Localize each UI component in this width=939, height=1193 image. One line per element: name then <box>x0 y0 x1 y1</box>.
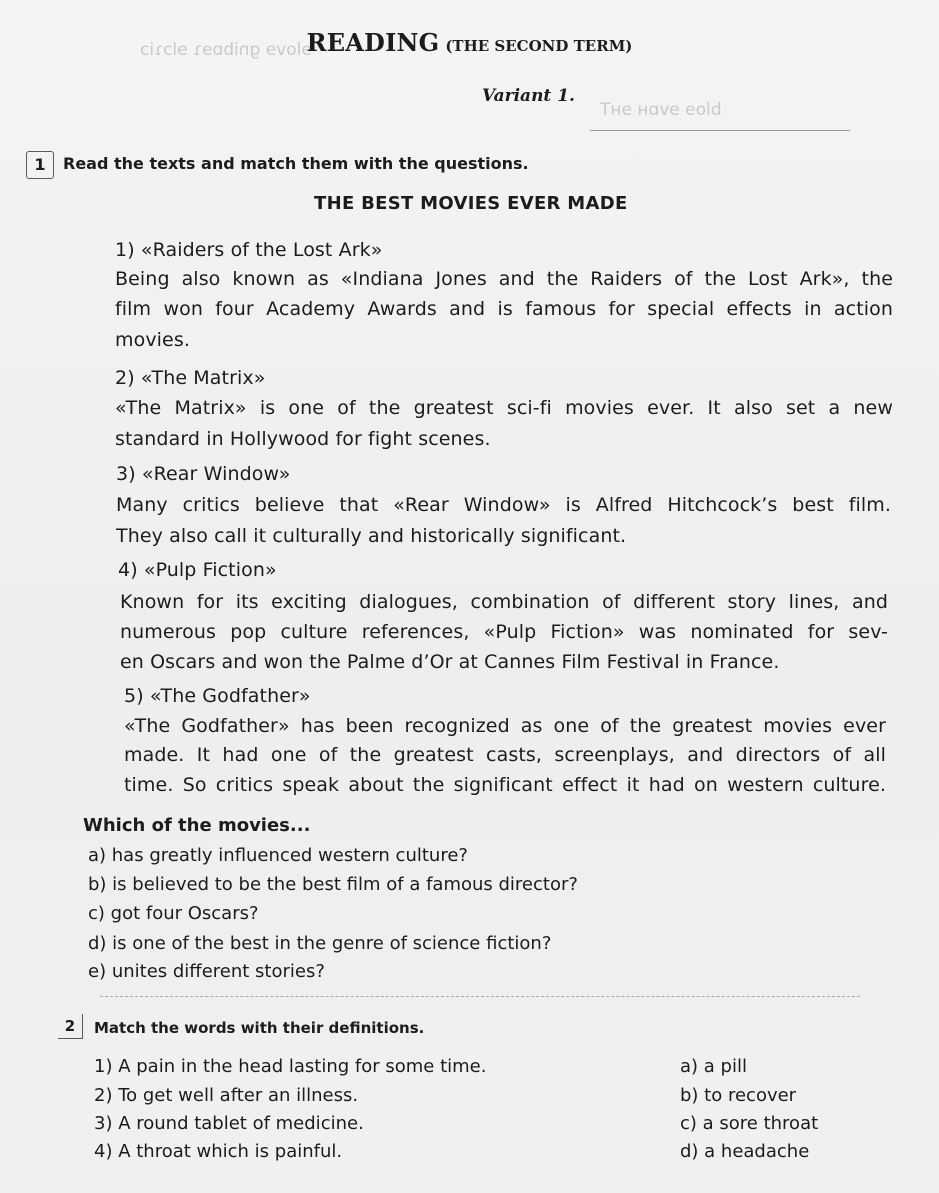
task-number-1: 1 <box>26 151 54 179</box>
show-through-text: bloɘ ɘvɒʜ ɘʜT <box>600 100 722 120</box>
question-item: a) has greatly influenced western culture? <box>88 845 468 866</box>
title-main: READING <box>306 28 440 57</box>
movie-title: 1) «Raiders of the Lost Ark» <box>115 239 383 261</box>
definition-item: 4) A throat which is painful. <box>94 1141 343 1162</box>
movie-text-line: movies. <box>115 329 190 351</box>
variant-label: Variant 1. <box>482 86 575 106</box>
movie-text-line: Being also known as «Indiana Jones and the Raiders of the Lost Ark», the <box>115 268 893 290</box>
movie-text-line: made. It had one of the greatest casts, screenplays, and directors of all <box>124 744 886 766</box>
section-divider <box>100 996 860 998</box>
movie-text-line: Many critics believe that «Rear Window» is Alfred Hitchcock’s best film. <box>116 494 891 516</box>
page-title <box>0 28 939 57</box>
definition-item: 3) A round tablet of medicine. <box>94 1113 364 1134</box>
movie-text-line: «The Godfather» has been recognized as one of the greatest movies ever <box>124 715 886 737</box>
definition-item: 2) To get well after an illness. <box>94 1085 359 1106</box>
movie-text-line: time. So critics speak about the significant effect it had on western culture. <box>124 774 886 796</box>
show-through-text: ɘlovɘ gnibɒɘɿ ɘlɔɿiɔ <box>140 40 312 60</box>
divider <box>590 130 850 131</box>
movie-title: 5) «The Godfather» <box>124 685 311 707</box>
question-prompt: Which of the movies... <box>83 815 311 836</box>
movie-title: 3) «Rear Window» <box>116 463 291 485</box>
task-number-2: 2 <box>58 1014 83 1039</box>
movie-text-line: They also call it culturally and historically significant. <box>116 525 627 547</box>
movie-title: 4) «Pulp Fiction» <box>118 559 277 581</box>
definition-item: 1) A pain in the head lasting for some time. <box>94 1056 487 1077</box>
question-item: e) unites different stories? <box>88 961 325 982</box>
question-item: d) is one of the best in the genre of science fiction? <box>88 933 552 954</box>
movie-text-line: film won four Academy Awards and is famous for special effects in action <box>115 298 893 320</box>
question-item: c) got four Oscars? <box>88 903 259 924</box>
word-option: a) a pill <box>680 1056 747 1077</box>
title-sub: (THE SECOND TERM) <box>445 37 633 55</box>
movie-text-line: numerous pop culture references, «Pulp Fiction» was nominated for sev- <box>120 621 888 643</box>
movie-text-line: «The Matrix» is one of the greatest sci-fi movies ever. It also set a new <box>115 397 893 419</box>
question-item: b) is believed to be the best film of a famous director? <box>88 874 578 895</box>
movie-title: 2) «The Matrix» <box>115 367 266 389</box>
word-option: c) a sore throat <box>680 1113 819 1134</box>
movie-text-line: en Oscars and won the Palme d’Or at Cannes Film Festival in France. <box>120 651 780 673</box>
task2-instruction: Match the words with their definitions. <box>94 1019 425 1037</box>
word-option: b) to recover <box>680 1085 797 1106</box>
movie-text-line: standard in Hollywood for fight scenes. <box>115 428 491 450</box>
word-option: d) a headache <box>680 1141 810 1162</box>
movie-text-line: Known for its exciting dialogues, combination of different story lines, and <box>120 591 888 613</box>
section-heading: THE BEST MOVIES EVER MADE <box>314 193 628 214</box>
task1-instruction: Read the texts and match them with the questions. <box>63 154 529 173</box>
